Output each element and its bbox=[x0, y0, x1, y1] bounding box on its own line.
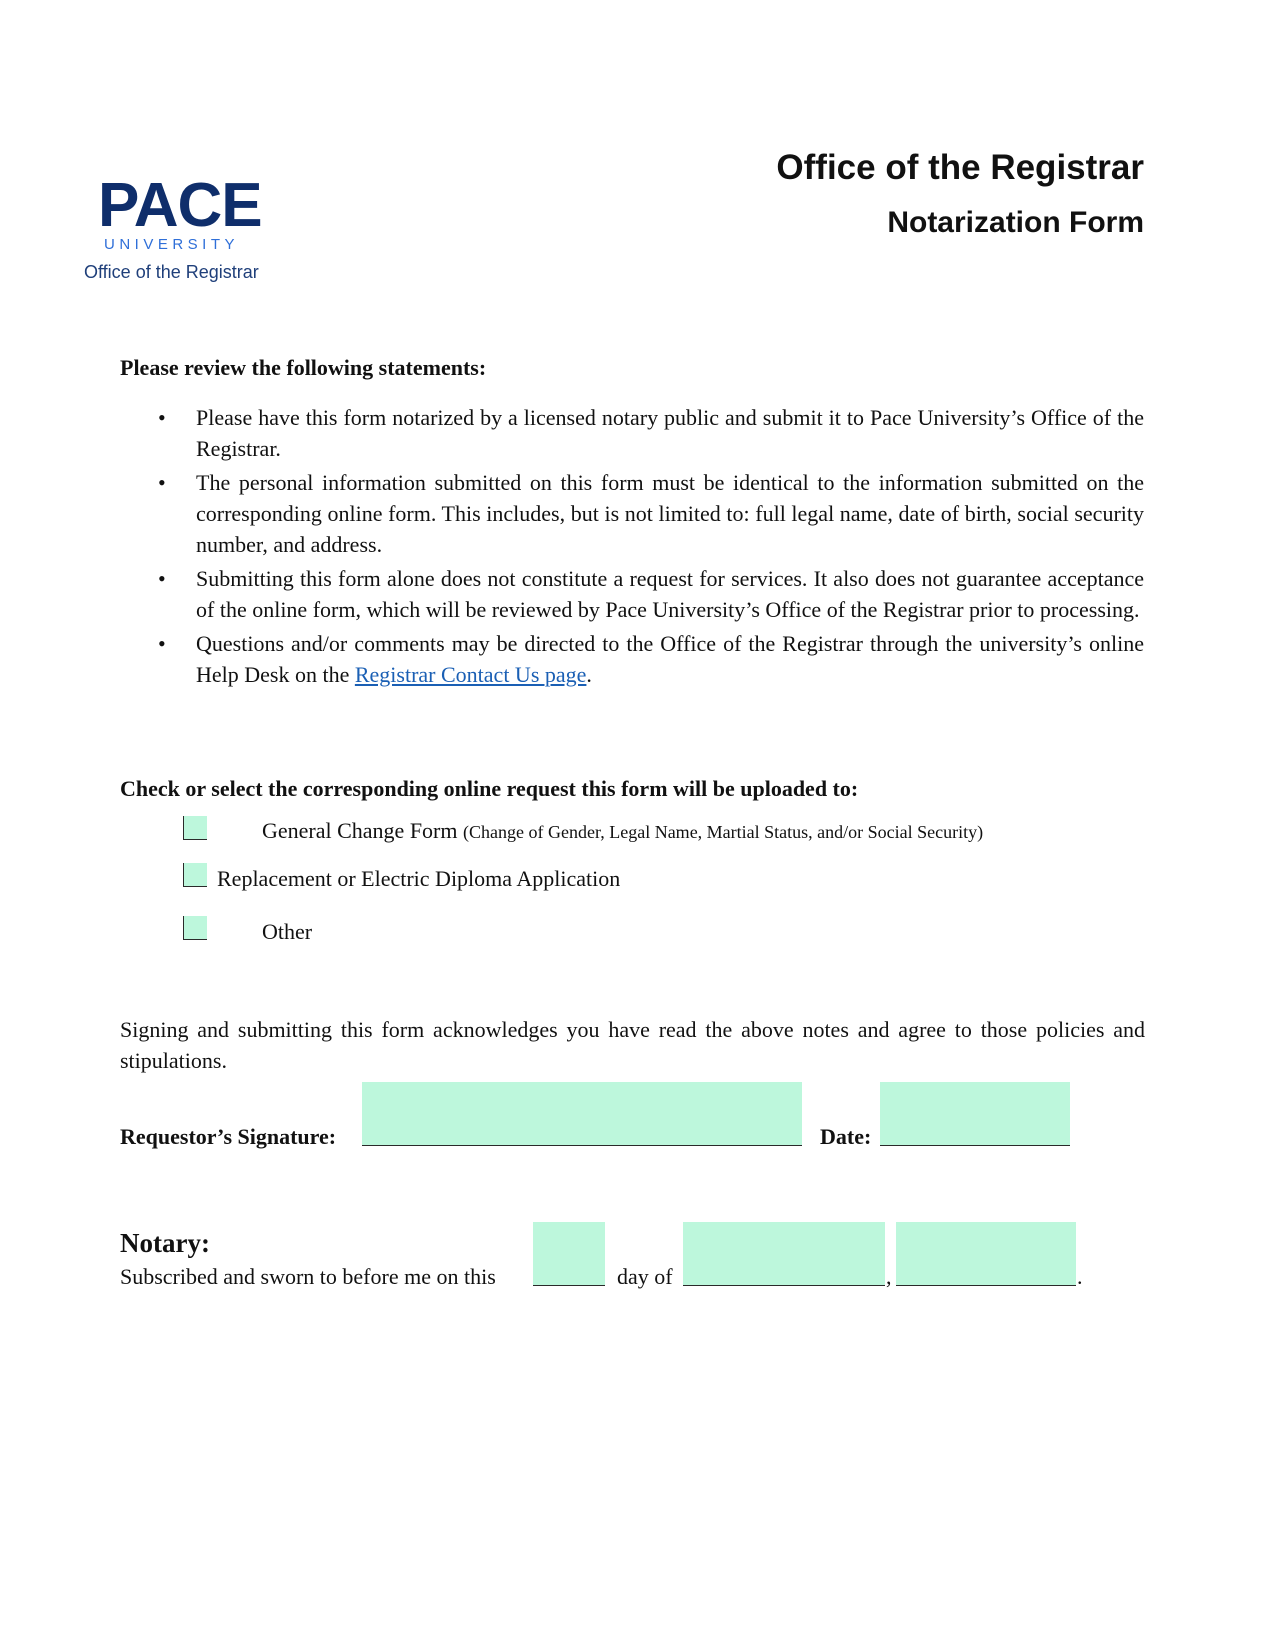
statement-text: The personal information submitted on this form must be identical to the information submitted on the corresponding online form. This includes, but is not limited to: full legal name, date of birth, social security number, and address. bbox=[196, 470, 1144, 557]
notary-day-of-text: day of bbox=[617, 1264, 673, 1289]
statement-item bbox=[150, 628, 1144, 690]
registrar-contact-link[interactable]: Registrar Contact Us page bbox=[354, 662, 587, 687]
statement-text: Please have this form notarized by a licensed notary public and submit it to Pace University’s Office of the Registrar. bbox=[196, 405, 1144, 461]
notary-text: Subscribed and sworn to before me on this bbox=[120, 1264, 496, 1289]
other-checkbox[interactable] bbox=[183, 916, 207, 940]
general-change-label: General Change Form bbox=[262, 818, 458, 843]
page-subtitle: Notarization Form bbox=[887, 206, 1144, 239]
general-change-option bbox=[262, 818, 983, 844]
logo-university: UNIVERSITY bbox=[104, 236, 240, 253]
logo-department: Office of the Registrar bbox=[84, 262, 259, 282]
statement-item bbox=[150, 402, 1144, 464]
bullet-icon: • bbox=[158, 470, 166, 495]
other-label: Other bbox=[262, 919, 313, 944]
statement-period: . bbox=[586, 662, 592, 687]
statement-text: Submitting this form alone does not constitute a request for services. It also does not guarantee acceptance of the online form, which will be reviewed by Pace University’s Office of the Registrar prior to processing. bbox=[196, 566, 1144, 622]
acknowledgement-text: Signing and submitting this form acknowledges you have read the above notes and agree to those policies and stipulations. bbox=[120, 1017, 1145, 1073]
logo-wordmark: PACE bbox=[98, 171, 262, 240]
bullet-icon: • bbox=[158, 566, 166, 591]
bullet-icon: • bbox=[158, 631, 166, 656]
notary-month-field[interactable] bbox=[683, 1222, 885, 1286]
bullet-icon: • bbox=[158, 405, 166, 430]
page-title: Office of the Registrar bbox=[776, 148, 1144, 187]
signature-field[interactable] bbox=[362, 1082, 802, 1146]
statement-text: Questions and/or comments may be directed to the Office of the Registrar through the university’s online Help Desk on the bbox=[196, 631, 1144, 687]
diploma-application-checkbox[interactable] bbox=[183, 863, 207, 887]
signature-label: Requestor’s Signature: bbox=[120, 1124, 337, 1149]
check-heading: Check or select the corresponding online request this form will be uploaded to: bbox=[120, 776, 859, 801]
date-label: Date: bbox=[820, 1124, 872, 1149]
notary-comma: , bbox=[886, 1264, 892, 1289]
general-change-checkbox[interactable] bbox=[183, 816, 207, 840]
diploma-application-label: Replacement or Electric Diploma Application bbox=[217, 866, 621, 891]
statement-list bbox=[150, 402, 1144, 693]
statement-item bbox=[150, 467, 1144, 560]
general-change-note: (Change of Gender, Legal Name, Martial Status, and/or Social Security) bbox=[463, 822, 984, 842]
review-heading: Please review the following statements: bbox=[120, 355, 487, 380]
statement-item bbox=[150, 563, 1144, 625]
notary-period: . bbox=[1077, 1264, 1083, 1289]
notary-day-field[interactable] bbox=[533, 1222, 605, 1286]
notary-heading: Notary: bbox=[120, 1228, 210, 1258]
date-field[interactable] bbox=[880, 1082, 1070, 1146]
notary-year-field[interactable] bbox=[896, 1222, 1076, 1286]
